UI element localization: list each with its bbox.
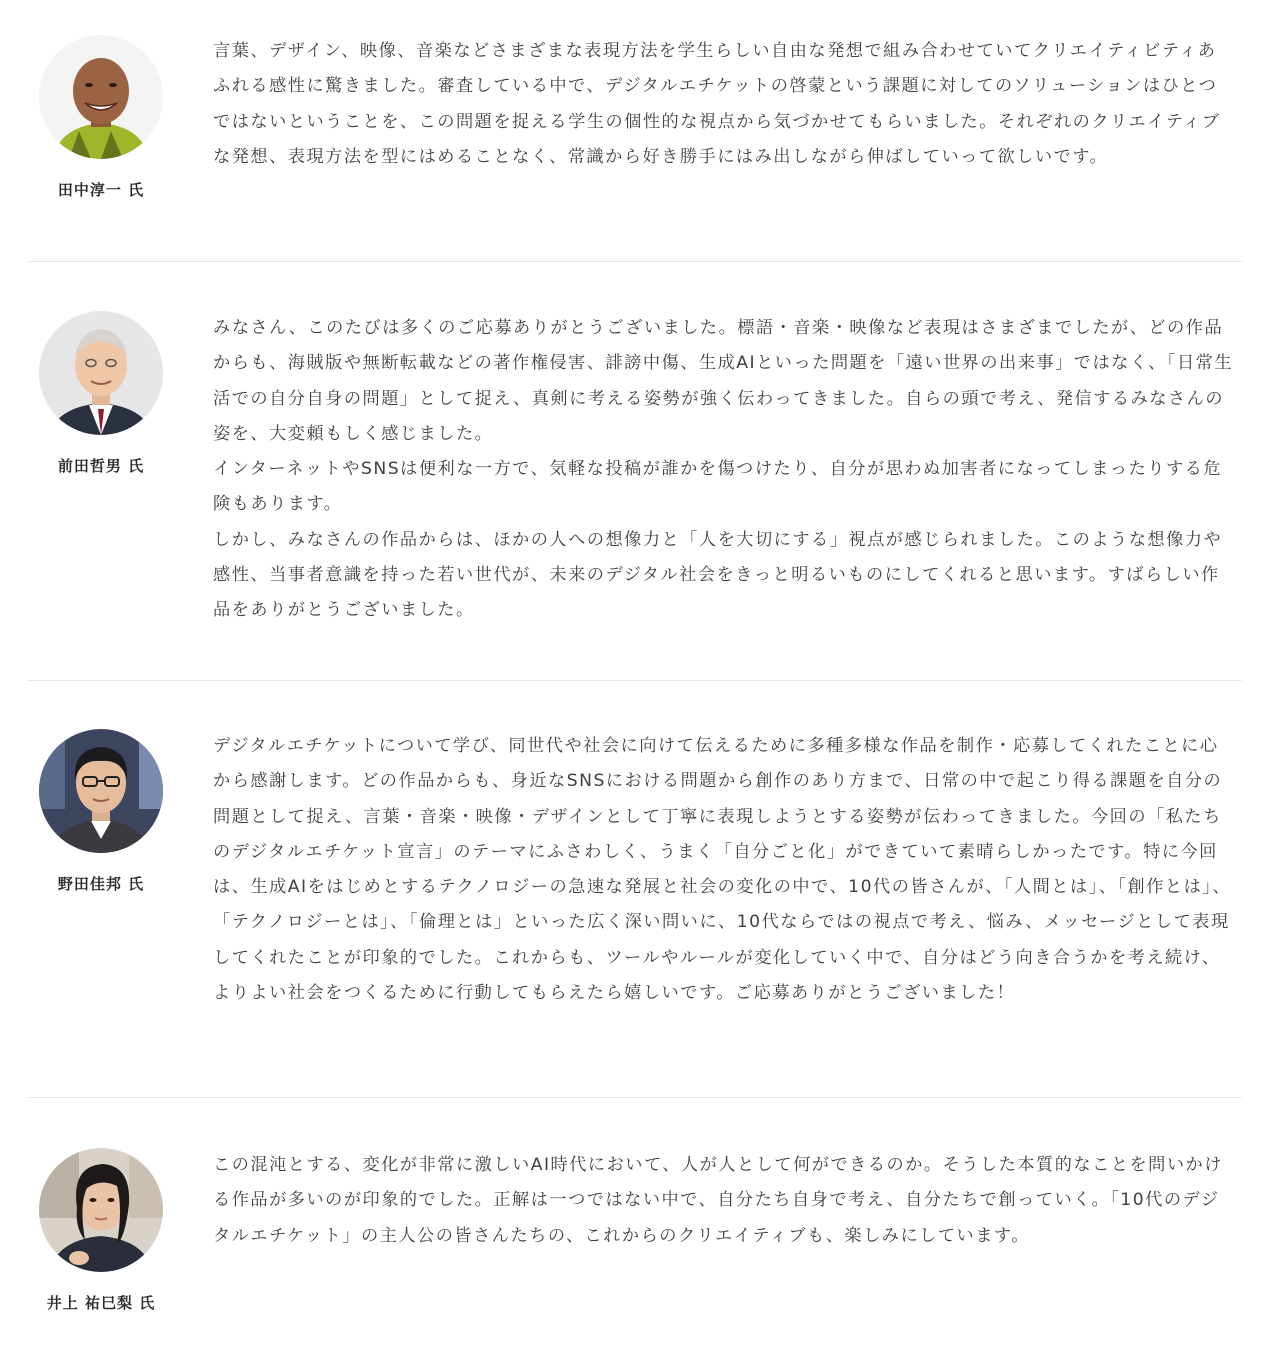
person-photo-icon [39,729,163,853]
judge-comment [213,311,1233,629]
judge-profile [26,729,176,894]
section-divider [28,1097,1242,1098]
judge-profile [26,311,176,476]
comment-paragraph: この混沌とする、変化が非常に激しいAI時代において、人が人として何ができるのか。そうした本質的なことを問いかける作品が多いのが印象的でした。正解は一つではない中で、自分たち自身で考え、自分たちで創っていく。「10代のデジタルエチケット」の主人公の皆さんたちの、これからのクリエイティブも、楽しみにしています。 [213,1155,1223,1246]
section-divider [28,261,1242,262]
judge-comment [213,1148,1233,1254]
section-divider [28,680,1242,681]
judge-name: 田中淳一 氏 [57,181,145,199]
comment-paragraph: みなさん、このたびは多くのご応募ありがとうございました。標語・音楽・映像など表現はさまざまでしたが、どの作品からも、海賊版や無断転載などの著作権侵害、誹謗中傷、生成AIといった問題を「遠い世界の出来事」ではなく、「日常生活での自分自身の問題」として捉え、真剣に考える姿勢が強く伝わってきました。自らの頭で考え、発信するみなさんの姿を、大変頼もしく感じました。 [213,318,1234,444]
judge-profile [26,35,176,200]
judge-profile [26,1148,176,1313]
comment-paragraph: デジタルエチケットについて学び、同世代や社会に向けて伝えるために多種多様な作品を制作・応募してくれたことに心から感謝します。どの作品からも、身近なSNSにおける問題から創作のあり方まで、日常の中で起こり得る課題を自分の問題として捉え、言葉・音楽・映像・デザインとして丁寧に表現しようとする姿勢が伝わってきました。今回の「私たちのデジタルエチケット宣言」のテーマにふさわしく、うまく「自分ごと化」ができていて素晴らしかったです。特に今回は、生成AIをはじめとするテクノロジーの急速な発展と社会の変化の中で、10代の皆さんが、「人間とは」、「創作とは」、「テクノロジーとは」、「倫理とは」といった広く深い問いに、10代ならではの視点で考え、悩み、メッセージとして表現してくれたことが印象的でした。これからも、ツールやルールが変化していく中で、自分はどう向き合うかを考え続け、よりよい社会をつくるために行動してもらえたら嬉しいです。ご応募ありがとうございました！ [213,736,1232,1004]
comment-paragraph: インターネットやSNSは便利な一方で、気軽な投稿が誰かを傷つけたり、自分が思わぬ加害者になってしまったりする危険もあります。 [213,459,1223,515]
judge-comment [213,34,1233,175]
person-photo-icon [39,35,163,159]
comment-paragraph: 言葉、デザイン、映像、音楽などさまざまな表現方法を学生らしい自由な発想で組み合わせていてクリエイティビティあふれる感性に驚きました。審査している中で、デジタルエチケットの啓蒙という課題に対してのソリューションはひとつではないということを、この問題を捉える学生の個性的な視点から気づかせてもらいました。それぞれのクリエイティブな発想、表現方法を型にはめることなく、常識から好き勝手にはみ出しながら伸ばしていって欲しいです。 [213,41,1221,167]
judge-name: 井上 祐巳梨 氏 [46,1294,156,1312]
judge-comment [213,729,1233,1011]
judge-name: 野田佳邦 氏 [57,875,145,893]
judge-name: 前田哲男 氏 [57,457,145,475]
person-photo-icon [39,311,163,435]
comment-paragraph: しかし、みなさんの作品からは、ほかの人への想像力と「人を大切にする」視点が感じられました。このような想像力や感性、当事者意識を持った若い世代が、未来のデジタル社会をきっと明るいものにしてくれると思います。すばらしい作品をありがとうございました。 [213,529,1223,621]
person-photo-icon [39,1148,163,1272]
